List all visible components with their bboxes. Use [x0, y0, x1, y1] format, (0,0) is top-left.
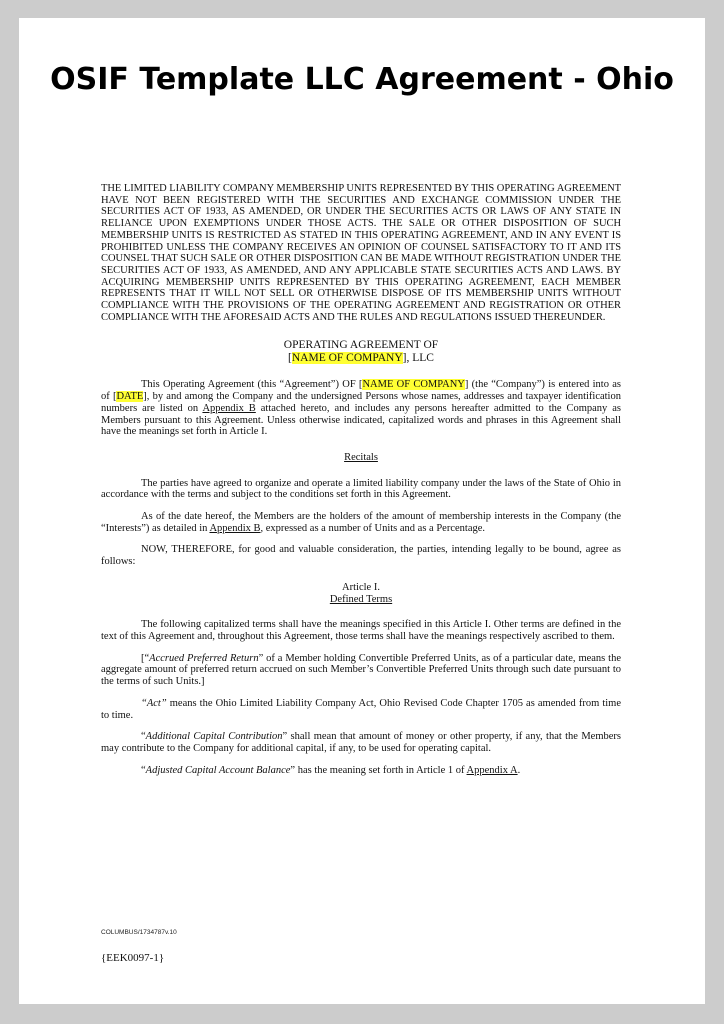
defined-term: “Act” [141, 697, 167, 709]
recitals-heading: Recitals [344, 451, 378, 463]
appendix-b-reference: Appendix B [209, 522, 261, 534]
definition-act: “Act” means the Ohio Limited Liability Company Act, Ohio Revised Code Chapter 1705 as amended from time to time. [101, 697, 621, 721]
document-code: COLUMBUS/1734787v.10 [101, 929, 177, 936]
defined-term: Adjusted Capital Account Balance [145, 764, 291, 776]
title-suffix: ], LLC [402, 352, 434, 365]
securities-legend: THE LIMITED LIABILITY COMPANY MEMBERSHIP UNITS REPRESENTED BY THIS OPERATING AGREEMENT HAVE NOT BEEN REGISTERED WITH THE SECURITIES AND EXCHANGE COMMISSION UNDER THE SECURITIES ACT OF 1933, AS AMENDED, OR UNDER THE SECURITIES ACTS OR LAWS OF ANY STATE IN RELIANCE UPON EXEMPTIONS UNDER THOSE ACTS. THE SALE OR OTHER DISPOSITION OF SUCH MEMBERSHIP UNITS IS RESTRICTED AS STATED IN THIS OPERATING AGREEMENT, AND IN ANY EVENT IS PROHIBITED UNLESS THE COMPANY RECEIVES AN OPINION OF COUNSEL SATISFACTORY TO IT AND ITS COUNSEL THAT SUCH SALE OR OTHER DISPOSITION CAN BE MADE WITHOUT REGISTRATION UNDER THE SECURITIES ACT OF 1933, AS AMENDED, AND ANY APPLICABLE STATE SECURITIES ACTS AND LAWS. BY ACQUIRING MEMBERSHIP UNITS REPRESENTED BY THIS OPERATING AGREEMENT, EACH MEMBER REPRESENTS THAT IT WILL NOT SELL OR OTHERWISE DISPOSE OF ITS MEMBERSHIP UNITS WITHOUT COMPLIANCE WITH THE PROVISIONS OF THE OPERATING AGREEMENT AND REGISTRATION OR OTHER COMPLIANCE WITH THE AFORESAID ACTS AND THE RULES AND REGULATIONS ISSUED THEREUNDER. [101, 183, 621, 323]
definition-additional-capital-contribution: “Additional Capital Contribution” shall mean that amount of money or other property, if any, that the Members may contribute to the Company for additional capital, if any, to be used for operating capital. [101, 731, 621, 754]
agreement-title-line1: OPERATING AGREEMENT OF [283, 339, 439, 352]
agreement-title-line2 [101, 352, 621, 365]
article-intro: The following capitalized terms shall have the meanings specified in this Article I. Other terms are defined in the text of this Agreement and, throughout this Agreement, those terms shall have the meanings respectively ascribed to them. [101, 619, 621, 642]
document-body [101, 183, 621, 776]
article-heading: Defined Terms [329, 593, 393, 605]
appendix-a-reference: Appendix A [466, 764, 518, 776]
article-number: Article I. [342, 581, 380, 593]
document-page [19, 18, 705, 1004]
document-id: {EEK0097-1} [101, 952, 165, 964]
recital-paragraph-2: As of the date hereof, the Members are the holders of the amount of membership interests in the Company (the “Interests”) as detailed in Appendix B, expressed as a number of Units and as a Percentage. [101, 511, 621, 534]
agreement-title [101, 339, 621, 365]
appendix-b-link: Appendix B [202, 402, 256, 414]
recital-paragraph-3: NOW, THEREFORE, for good and valuable consideration, the parties, intending legally to be bound, agree as follows: [101, 544, 621, 568]
intro-paragraph: This Operating Agreement (this “Agreement”) OF [NAME OF COMPANY] (the “Company”) is entered into as of [DATE], by and among the Company and the undersigned Persons whose names, addresses and taxpayer identification numbers are listed on Appendix B attached hereto, and includes any persons hereafter admitted to the Company as Members pursuant to this Agreement. Unless otherwise indicated, capitalized words and phrases in this Agreement shall have the meanings set forth in Article I. [101, 379, 622, 438]
definition-adjusted-capital-account-balance: “Adjusted Capital Account Balance” has the meaning set forth in Article 1 of Appendix A. [141, 764, 521, 776]
company-name-placeholder-2: NAME OF COMPANY [362, 379, 465, 391]
recital-paragraph-1: The parties have agreed to organize and operate a limited liability company under the laws of the State of Ohio in accordance with the terms and subject to the conditions set forth in this Agreement. [101, 477, 621, 501]
banner-title: OSIF Template LLC Agreement - Ohio [50, 62, 674, 97]
defined-term: Additional Capital Contribution [145, 731, 283, 743]
company-name-placeholder: NAME OF COMPANY [291, 352, 403, 365]
defined-term: Accrued Preferred Return [149, 652, 259, 664]
bracket-open: [ [288, 352, 292, 365]
date-placeholder: DATE [116, 391, 144, 403]
definition-accrued-preferred-return: [“Accrued Preferred Return” of a Member holding Convertible Preferred Units, as of a particular date, means the aggregate amount of preferred return accrued on such Member’s Convertible Preferred Units through such date pursuant to the terms of such Units.] [101, 652, 621, 688]
